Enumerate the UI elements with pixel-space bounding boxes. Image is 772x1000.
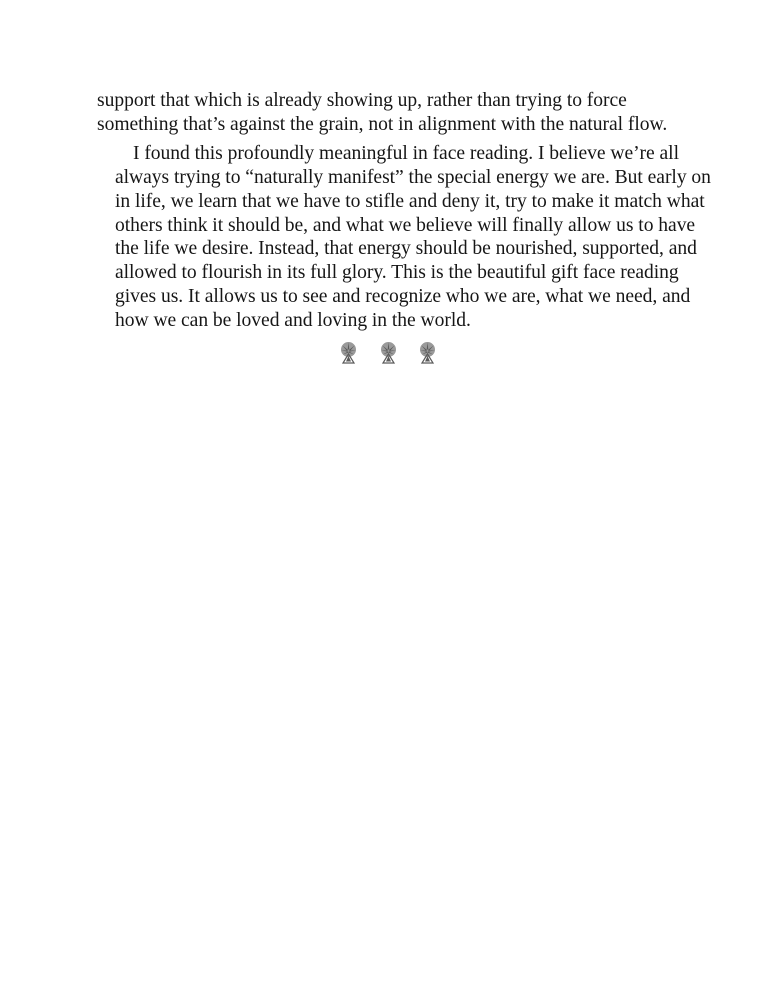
text-line: always trying to “naturally manifest” the special energy we are. But early on xyxy=(115,166,711,188)
body-text xyxy=(97,89,711,333)
text-line: allowed to flourish in its full glory. This is the beautiful gift face reading xyxy=(115,262,679,284)
text-line: in life, we learn that we have to stifle and deny it, try to make it match what xyxy=(115,190,705,212)
text-line: gives us. It allows us to see and recognize who we are, what we need, and xyxy=(115,286,691,308)
text-line: how we can be loved and loving in the world. xyxy=(115,310,471,332)
text-line: others think it should be, and what we believe will finally allow us to have xyxy=(115,214,696,236)
lotus-ornament-icon xyxy=(378,341,399,365)
lotus-ornament-icon xyxy=(417,341,438,365)
lotus-ornament-icon xyxy=(338,341,359,365)
text-line: the life we desire. Instead, that energy should be nourished, supported, and xyxy=(115,238,697,260)
section-break-ornaments xyxy=(338,341,438,367)
text-line: something that’s against the grain, not in alignment with the natural flow. xyxy=(97,113,668,135)
text-line: I found this profoundly meaningful in face reading. I believe we’re all xyxy=(133,142,679,164)
paragraph xyxy=(97,142,711,333)
paragraph-continued xyxy=(97,89,677,137)
text-line: support that which is already showing up, rather than trying to force xyxy=(97,90,627,111)
